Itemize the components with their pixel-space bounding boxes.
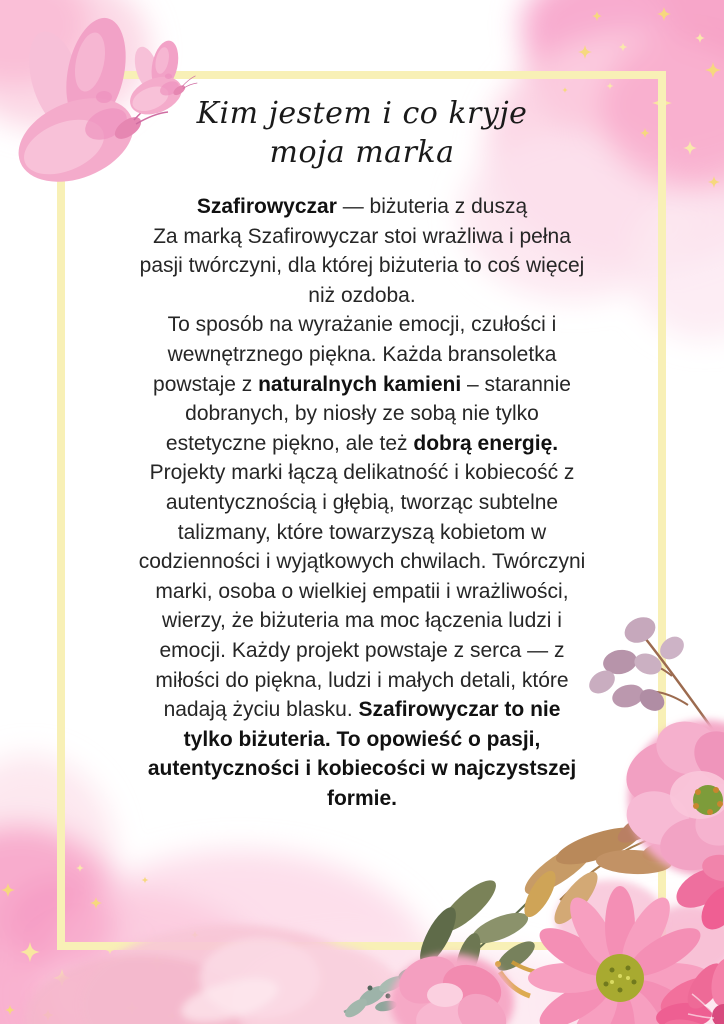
body-text-line: miłości do piękna, ludzi i małych detali, które [155,668,569,692]
body-text-line: autentyczności i kobiecości w najczystszej [147,757,577,781]
body-text-line: wierzy, że biżuteria ma moc łączenia ludzi i [162,609,562,633]
body-text-line: dobranych, by niosły ze sobą nie tylko [185,402,539,426]
body-text-line: formie. [326,786,397,810]
body-text-line: codzienności i wyjątkowych chwilach. Twórczyni [138,550,586,574]
body-text-line: talizmany, które towarzyszą kobietom w [177,520,547,544]
page-title-line2: moja marka [269,135,455,170]
body-text-line: emocji. Każdy projekt powstaje z serca — z [159,638,565,662]
body-text-line: pasji twórczyni, dla której biżuteria to coś więcej [139,254,585,278]
body-text-line: autentycznością i głębią, tworząc subtelne [165,490,559,514]
body-text-line: estetyczne piękno, ale też dobrą energię. [165,431,559,455]
page-title [72,94,652,172]
body-text-line: tylko biżuteria. To opowieść o pasji, [183,727,541,751]
body-text [72,192,652,813]
body-text-line: Projekty marki łączą delikatność i kobiecość z [149,461,575,485]
body-text-line: marki, osoba o wielkiej empatii i wrażliwości, [155,579,569,603]
body-text-line: nadają życiu blasku. Szafirowyczar to nie [163,698,561,722]
body-text-line: niż ozdoba. [308,283,416,307]
page-title-line1: Kim jestem i co kryje [196,96,528,131]
content-block [72,94,652,813]
body-text-line: powstaje z naturalnych kamieni – starannie [153,372,571,396]
body-text-line: To sposób na wyrażanie emocji, czułości i [167,313,557,337]
peony-mid [390,947,515,1024]
body-text-line: wewnętrznego piękna. Każda bransoletka [167,342,557,366]
body-text-line: Za marką Szafirowyczar stoi wrażliwa i pełna [153,224,571,248]
body-text-line: Szafirowyczar — biżuteria z duszą [196,195,528,218]
